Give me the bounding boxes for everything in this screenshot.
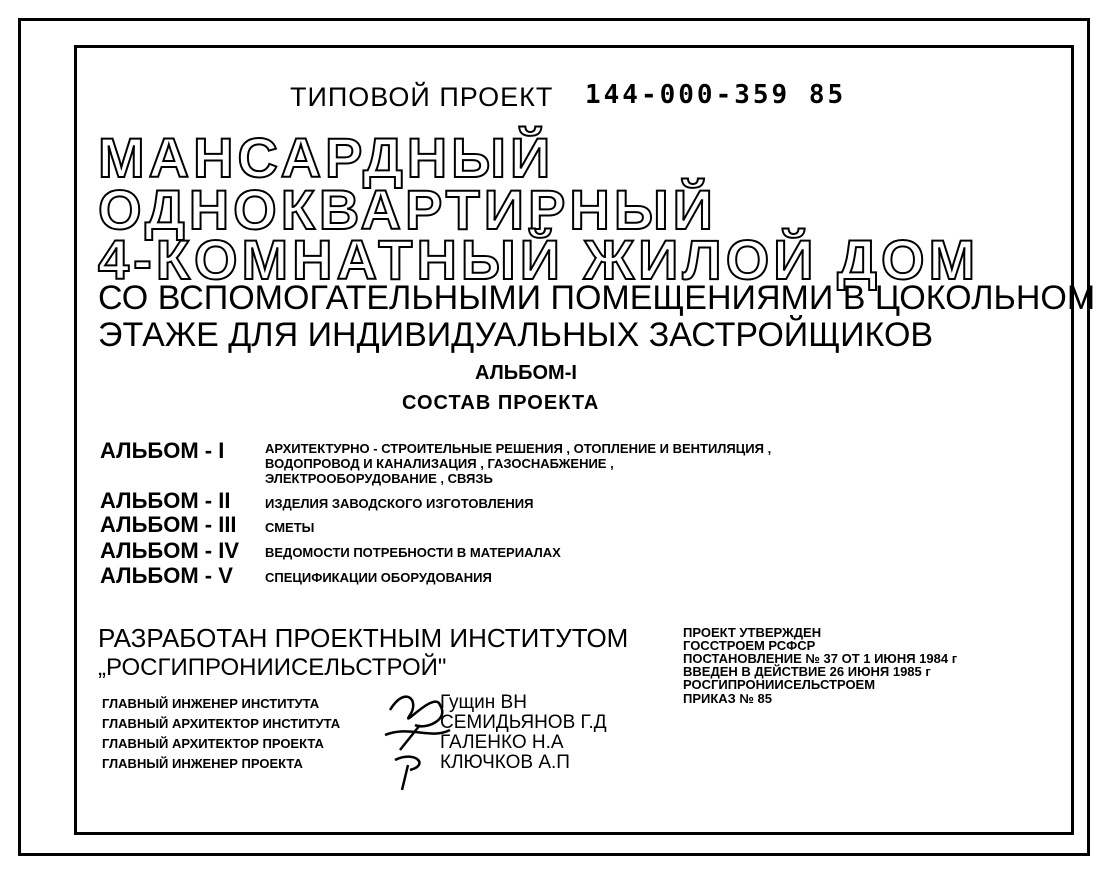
subtitle-line-1: СО ВСПОМОГАТЕЛЬНЫМИ ПОМЕЩЕНИЯМИ В ЦОКОЛЬНОМ: [98, 279, 1096, 317]
album-1-line-3: ЭЛЕКТРООБОРУДОВАНИЕ , СВЯЗЬ: [265, 470, 493, 486]
album-heading: АЛЬБОМ-I: [475, 362, 577, 384]
doc-number: 144-000-359 85: [585, 80, 847, 110]
album-2-name: АЛЬБОМ - II: [100, 488, 231, 513]
approval-line-6: ПРИКАЗ № 85: [683, 691, 773, 706]
album-1-line-1: АРХИТЕКТУРНО - СТРОИТЕЛЬНЫЕ РЕШЕНИЯ , ОТОПЛЕНИЕ И ВЕНТИЛЯЦИЯ ,: [265, 441, 772, 456]
subtitle-line-2: ЭТАЖЕ ДЛЯ ИНДИВИДУАЛЬНЫХ ЗАСТРОЙЩИКОВ: [98, 316, 934, 354]
developer-line-1: РАЗРАБОТАН ПРОЕКТНЫМ ИНСТИТУТОМ: [98, 623, 629, 653]
doc-type: ТИПОВОЙ ПРОЕКТ: [290, 82, 554, 112]
approval-line-3: ПОСТАНОВЛЕНИЕ № 37 ОТ 1 ИЮНЯ 1984 г: [683, 651, 958, 666]
album-2-description: ИЗДЕЛИЯ ЗАВОДСКОГО ИЗГОТОВЛЕНИЯ: [265, 496, 534, 511]
staff-position-1: ГЛАВНЫЙ ИНЖЕНЕР ИНСТИТУТА: [102, 696, 320, 711]
album-4-description: ВЕДОМОСТИ ПОТРЕБНОСТИ В МАТЕРИАЛАХ: [265, 545, 561, 560]
staff-position-4: ГЛАВНЫЙ ИНЖЕНЕР ПРОЕКТА: [102, 756, 303, 771]
staff-position-2: ГЛАВНЫЙ АРХИТЕКТОР ИНСТИТУТА: [102, 716, 341, 731]
approval-line-2: ГОССТРОЕМ РСФСР: [683, 638, 816, 653]
album-5-name: АЛЬБОМ - V: [100, 563, 233, 588]
album-3-description: СМЕТЫ: [265, 520, 315, 535]
developer-institute: „РОСГИПРОНИИСЕЛЬСТРОЙ": [98, 654, 447, 681]
staff-name-1: Гущин ВН: [440, 692, 527, 713]
staff-name-4: КЛЮЧКОВ А.П: [440, 752, 570, 773]
album-3-name: АЛЬБОМ - III: [100, 512, 237, 537]
approval-line-1: ПРОЕКТ УТВЕРЖДЕН: [683, 625, 822, 640]
album-4-name: АЛЬБОМ - IV: [100, 538, 239, 563]
contents-heading: СОСТАВ ПРОЕКТА: [402, 392, 600, 414]
album-1-description: [265, 442, 771, 487]
title-line-3: 4-КОМНАТНЫЙ ЖИЛОЙ ДОМ: [98, 228, 980, 291]
title-line-1: МАНСАРДНЫЙ: [98, 126, 555, 189]
staff-position-3: ГЛАВНЫЙ АРХИТЕКТОР ПРОЕКТА: [102, 736, 324, 751]
approval-line-4: ВВЕДЕН В ДЕЙСТВИЕ 26 ИЮНЯ 1985 г: [683, 664, 931, 679]
staff-name-2: СЕМИДЬЯНОВ Г.Д: [440, 712, 607, 733]
staff-name-3: ГАЛЕНКО Н.А: [440, 732, 564, 753]
approval-line-5: РОСГИПРОНИИСЕЛЬСТРОЕМ: [683, 677, 876, 692]
album-1-name: АЛЬБОМ - I: [100, 438, 225, 463]
album-5-description: СПЕЦИФИКАЦИИ ОБОРУДОВАНИЯ: [265, 570, 492, 585]
album-1-line-2: ВОДОПРОВОД И КАНАЛИЗАЦИЯ , ГАЗОСНАБЖЕНИЕ ,: [265, 455, 614, 471]
title-line-2: ОДНОКВАРТИРНЫЙ: [98, 178, 717, 241]
